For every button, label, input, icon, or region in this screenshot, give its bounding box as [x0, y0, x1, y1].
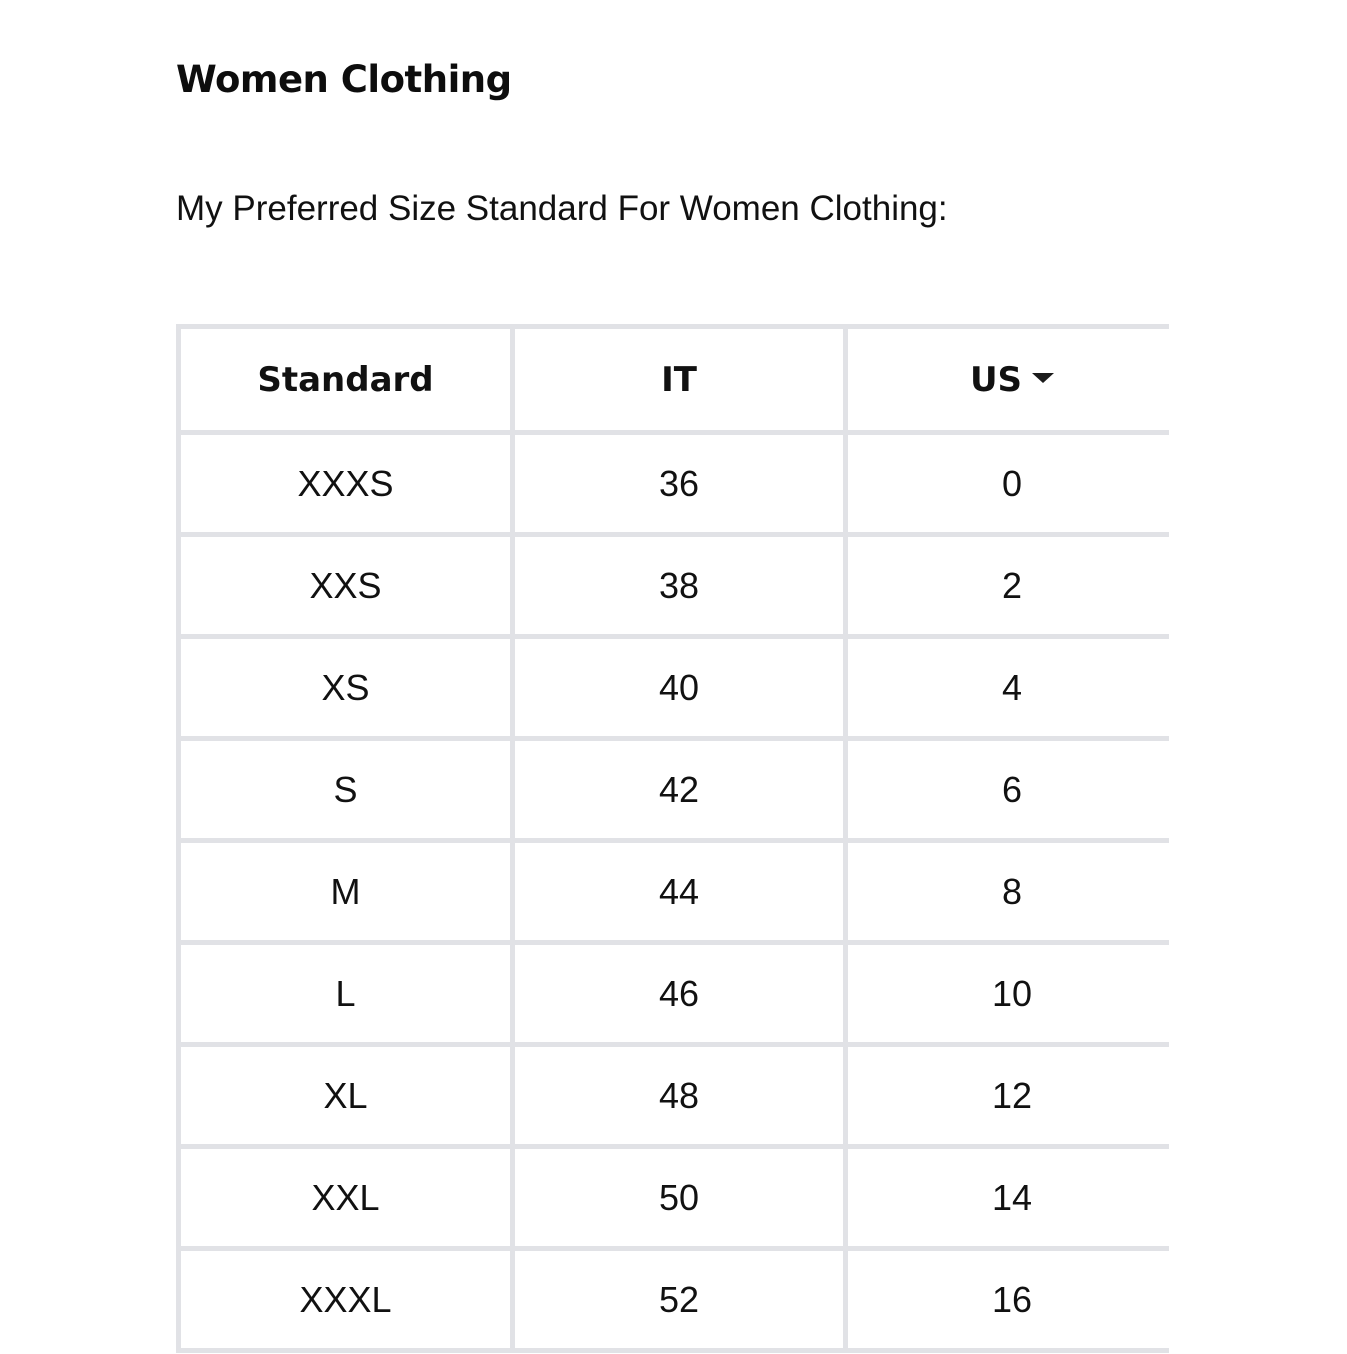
cell-it: 44	[513, 841, 846, 943]
header-us-label: US	[969, 359, 1023, 400]
header-it	[513, 327, 846, 433]
header-standard	[179, 327, 513, 433]
table-row	[179, 943, 1170, 1045]
table-body	[179, 433, 1170, 1351]
size-table-container	[176, 324, 1169, 1354]
table-row	[179, 535, 1170, 637]
table-header-row	[179, 327, 1170, 433]
cell-us: 0	[846, 433, 1170, 535]
cell-it: 52	[513, 1249, 846, 1351]
cell-us: 16	[846, 1249, 1170, 1351]
cell-us: 8	[846, 841, 1170, 943]
us-standard-selector[interactable]	[970, 360, 1054, 400]
cell-it: 40	[513, 637, 846, 739]
cell-it: 50	[513, 1147, 846, 1249]
page-title: Women Clothing	[176, 58, 512, 101]
cell-standard: S	[179, 739, 513, 841]
cell-it: 36	[513, 433, 846, 535]
cell-it: 46	[513, 943, 846, 1045]
cell-us: 2	[846, 535, 1170, 637]
header-standard-label: Standard	[257, 359, 434, 400]
cell-standard: M	[179, 841, 513, 943]
cell-standard: XS	[179, 637, 513, 739]
table-row	[179, 433, 1170, 535]
cell-us: 12	[846, 1045, 1170, 1147]
preferred-size-label: My Preferred Size Standard For Women Clothing:	[176, 189, 948, 228]
table-row	[179, 1249, 1170, 1351]
table-row	[179, 739, 1170, 841]
us-standard-dropdown[interactable]	[846, 327, 1170, 433]
cell-it: 48	[513, 1045, 846, 1147]
cell-standard: XXS	[179, 535, 513, 637]
table-row	[179, 637, 1170, 739]
table-row	[179, 841, 1170, 943]
table-row	[179, 1147, 1170, 1249]
cell-us: 6	[846, 739, 1170, 841]
cell-us: 4	[846, 637, 1170, 739]
table-row	[179, 1045, 1170, 1147]
cell-standard: XL	[179, 1045, 513, 1147]
cell-us: 10	[846, 943, 1170, 1045]
cell-standard: L	[179, 943, 513, 1045]
caret-down-icon[interactable]	[1032, 373, 1054, 383]
cell-standard: XXXS	[179, 433, 513, 535]
cell-standard: XXXL	[179, 1249, 513, 1351]
cell-it: 42	[513, 739, 846, 841]
cell-standard: XXL	[179, 1147, 513, 1249]
size-conversion-table	[176, 324, 1169, 1353]
header-it-label: IT	[661, 359, 697, 400]
cell-us: 14	[846, 1147, 1170, 1249]
cell-it: 38	[513, 535, 846, 637]
